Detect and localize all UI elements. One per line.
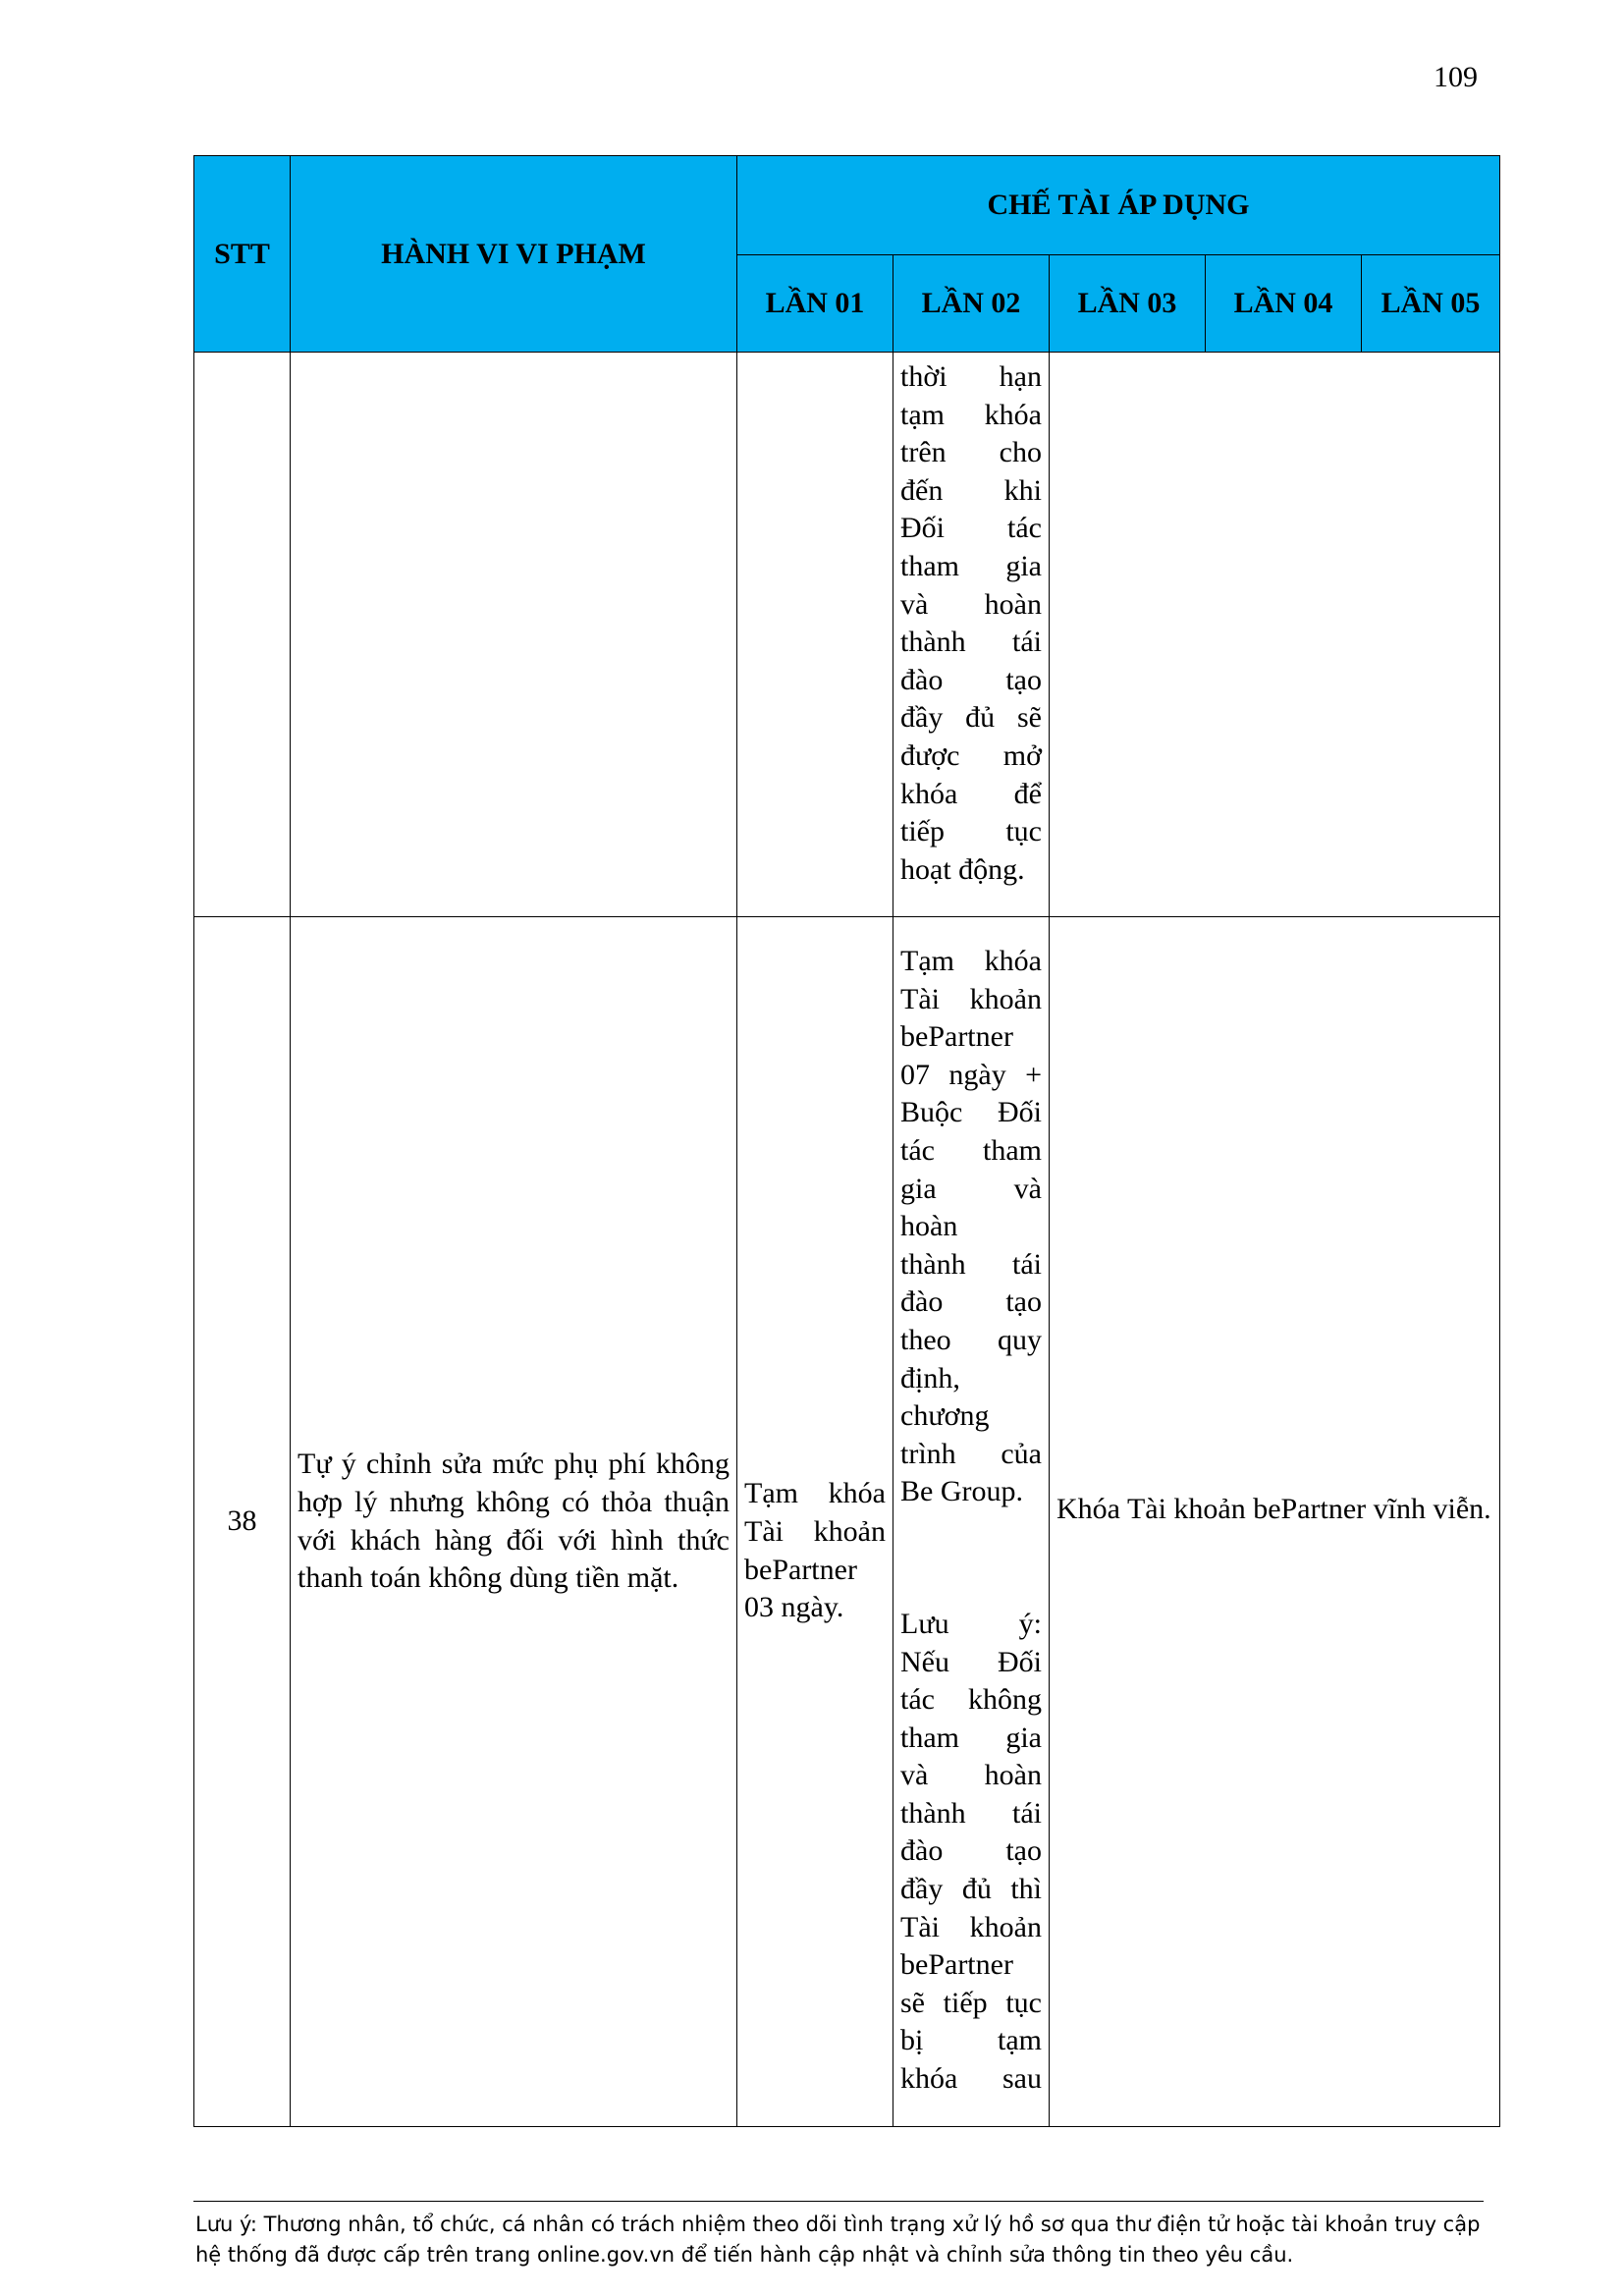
lan02-line: Lưu ý: bbox=[900, 1607, 1042, 1640]
lan02-line: trên cho bbox=[900, 436, 1042, 469]
header-sanction: CHẾ TÀI ÁP DỤNG bbox=[737, 156, 1500, 255]
header-violation: HÀNH VI VI PHẠM bbox=[291, 156, 737, 353]
lan02-line: tham gia bbox=[900, 549, 1042, 582]
footer-divider bbox=[193, 2201, 1484, 2202]
row-stt bbox=[194, 353, 291, 917]
lan02-line: thành tái bbox=[900, 1796, 1042, 1830]
lan02-line: khóa sau bbox=[900, 2062, 1042, 2096]
lan02-line: đến khi bbox=[900, 473, 1042, 507]
row-lan-02 bbox=[893, 353, 1050, 917]
lan02-line: gia và bbox=[900, 1172, 1042, 1205]
page-number: 109 bbox=[1434, 61, 1478, 93]
header-lan-02: LẦN 02 bbox=[893, 255, 1050, 353]
table-row bbox=[194, 917, 1500, 2127]
lan01-line: bePartner bbox=[744, 1553, 857, 1586]
lan02-line: tiếp tục bbox=[900, 815, 1042, 848]
lan02-line: thành tái bbox=[900, 1247, 1042, 1281]
lan02-line: được mở bbox=[900, 738, 1042, 772]
row-lan-03-05 bbox=[1050, 353, 1500, 917]
lan02-line: theo quy bbox=[900, 1323, 1042, 1356]
lan02-line: tác tham bbox=[900, 1133, 1042, 1167]
lan02-line: 07 ngày + bbox=[900, 1058, 1042, 1091]
lan02-line: Tài khoản bbox=[900, 1910, 1042, 1943]
lan02-line: Nếu Đối bbox=[900, 1645, 1042, 1678]
lan01-line: Tài khoản bbox=[744, 1514, 886, 1548]
lan02-line: tạm khóa bbox=[900, 398, 1042, 431]
row-lan-01 bbox=[737, 917, 893, 2127]
lan02-line: Buộc Đối bbox=[900, 1096, 1042, 1129]
lan02-line: đầy đủ sẽ bbox=[900, 701, 1042, 735]
lan02-line: hoạt động. bbox=[900, 852, 1025, 886]
lan02-line: Tài khoản bbox=[900, 982, 1042, 1015]
table-row bbox=[194, 353, 1500, 917]
lan01-line: Tạm khóa bbox=[744, 1477, 886, 1510]
lan02-line: chương bbox=[900, 1399, 990, 1433]
row-stt: 38 bbox=[194, 917, 291, 2127]
sanctions-table bbox=[193, 155, 1500, 2127]
lan02-line: đào tạo bbox=[900, 1285, 1042, 1319]
lan02-line: tham gia bbox=[900, 1721, 1042, 1754]
lan02-line: Đối tác bbox=[900, 512, 1042, 545]
row-violation bbox=[291, 353, 737, 917]
footer-note: Lưu ý: Thương nhân, tổ chức, cá nhân có trách nhiệm theo dõi tình trạng xử lý hồ sơ qua thư điện tử hoặc tài khoản truy cập hệ thống đã được cấp trên trang online.gov.vn để tiến hành cập nhật và chỉnh sửa thông tin theo yêu cầu. bbox=[195, 2213, 1481, 2267]
header-lan-04: LẦN 04 bbox=[1206, 255, 1362, 353]
header-lan-05: LẦN 05 bbox=[1362, 255, 1500, 353]
row-lan-02 bbox=[893, 917, 1050, 2127]
lan02-line: thành tái bbox=[900, 626, 1042, 659]
lan02-line: khóa để bbox=[900, 777, 1042, 810]
lan02-line: trình của bbox=[900, 1437, 1042, 1470]
row-lan-03-05: Khóa Tài khoản bePartner vĩnh viễn. bbox=[1050, 917, 1500, 2127]
row-violation: Tự ý chỉnh sửa mức phụ phí không hợp lý nhưng không có thỏa thuận với khách hàng đối với hình thức thanh toán không dùng tiền mặt. bbox=[291, 917, 737, 2127]
lan02-line: đào tạo bbox=[900, 663, 1042, 696]
row-lan-01 bbox=[737, 353, 893, 917]
lan02-line: bị tạm bbox=[900, 2024, 1042, 2057]
lan02-line: Tạm khóa bbox=[900, 945, 1042, 977]
lan01-line: 03 ngày. bbox=[744, 1591, 844, 1624]
lan02-line: và hoàn bbox=[900, 1759, 1042, 1792]
lan02-line: hoàn bbox=[900, 1210, 958, 1243]
header-lan-03: LẦN 03 bbox=[1050, 255, 1206, 353]
lan02-line: định, bbox=[900, 1361, 960, 1394]
lan02-line: bePartner bbox=[900, 1020, 1013, 1054]
lan02-line: thời hạn bbox=[900, 360, 1042, 393]
lan02-line: tác không bbox=[900, 1683, 1042, 1717]
lan02-line: đào tạo bbox=[900, 1834, 1042, 1868]
lan02-line: sẽ tiếp tục bbox=[900, 1986, 1042, 2019]
header-lan-01: LẦN 01 bbox=[737, 255, 893, 353]
lan02-line: đầy đủ thì bbox=[900, 1873, 1042, 1906]
lan02-line: và hoàn bbox=[900, 587, 1042, 621]
lan02-line: bePartner bbox=[900, 1948, 1013, 1982]
lan02-line: Be Group. bbox=[900, 1475, 1023, 1508]
header-stt: STT bbox=[194, 156, 291, 353]
